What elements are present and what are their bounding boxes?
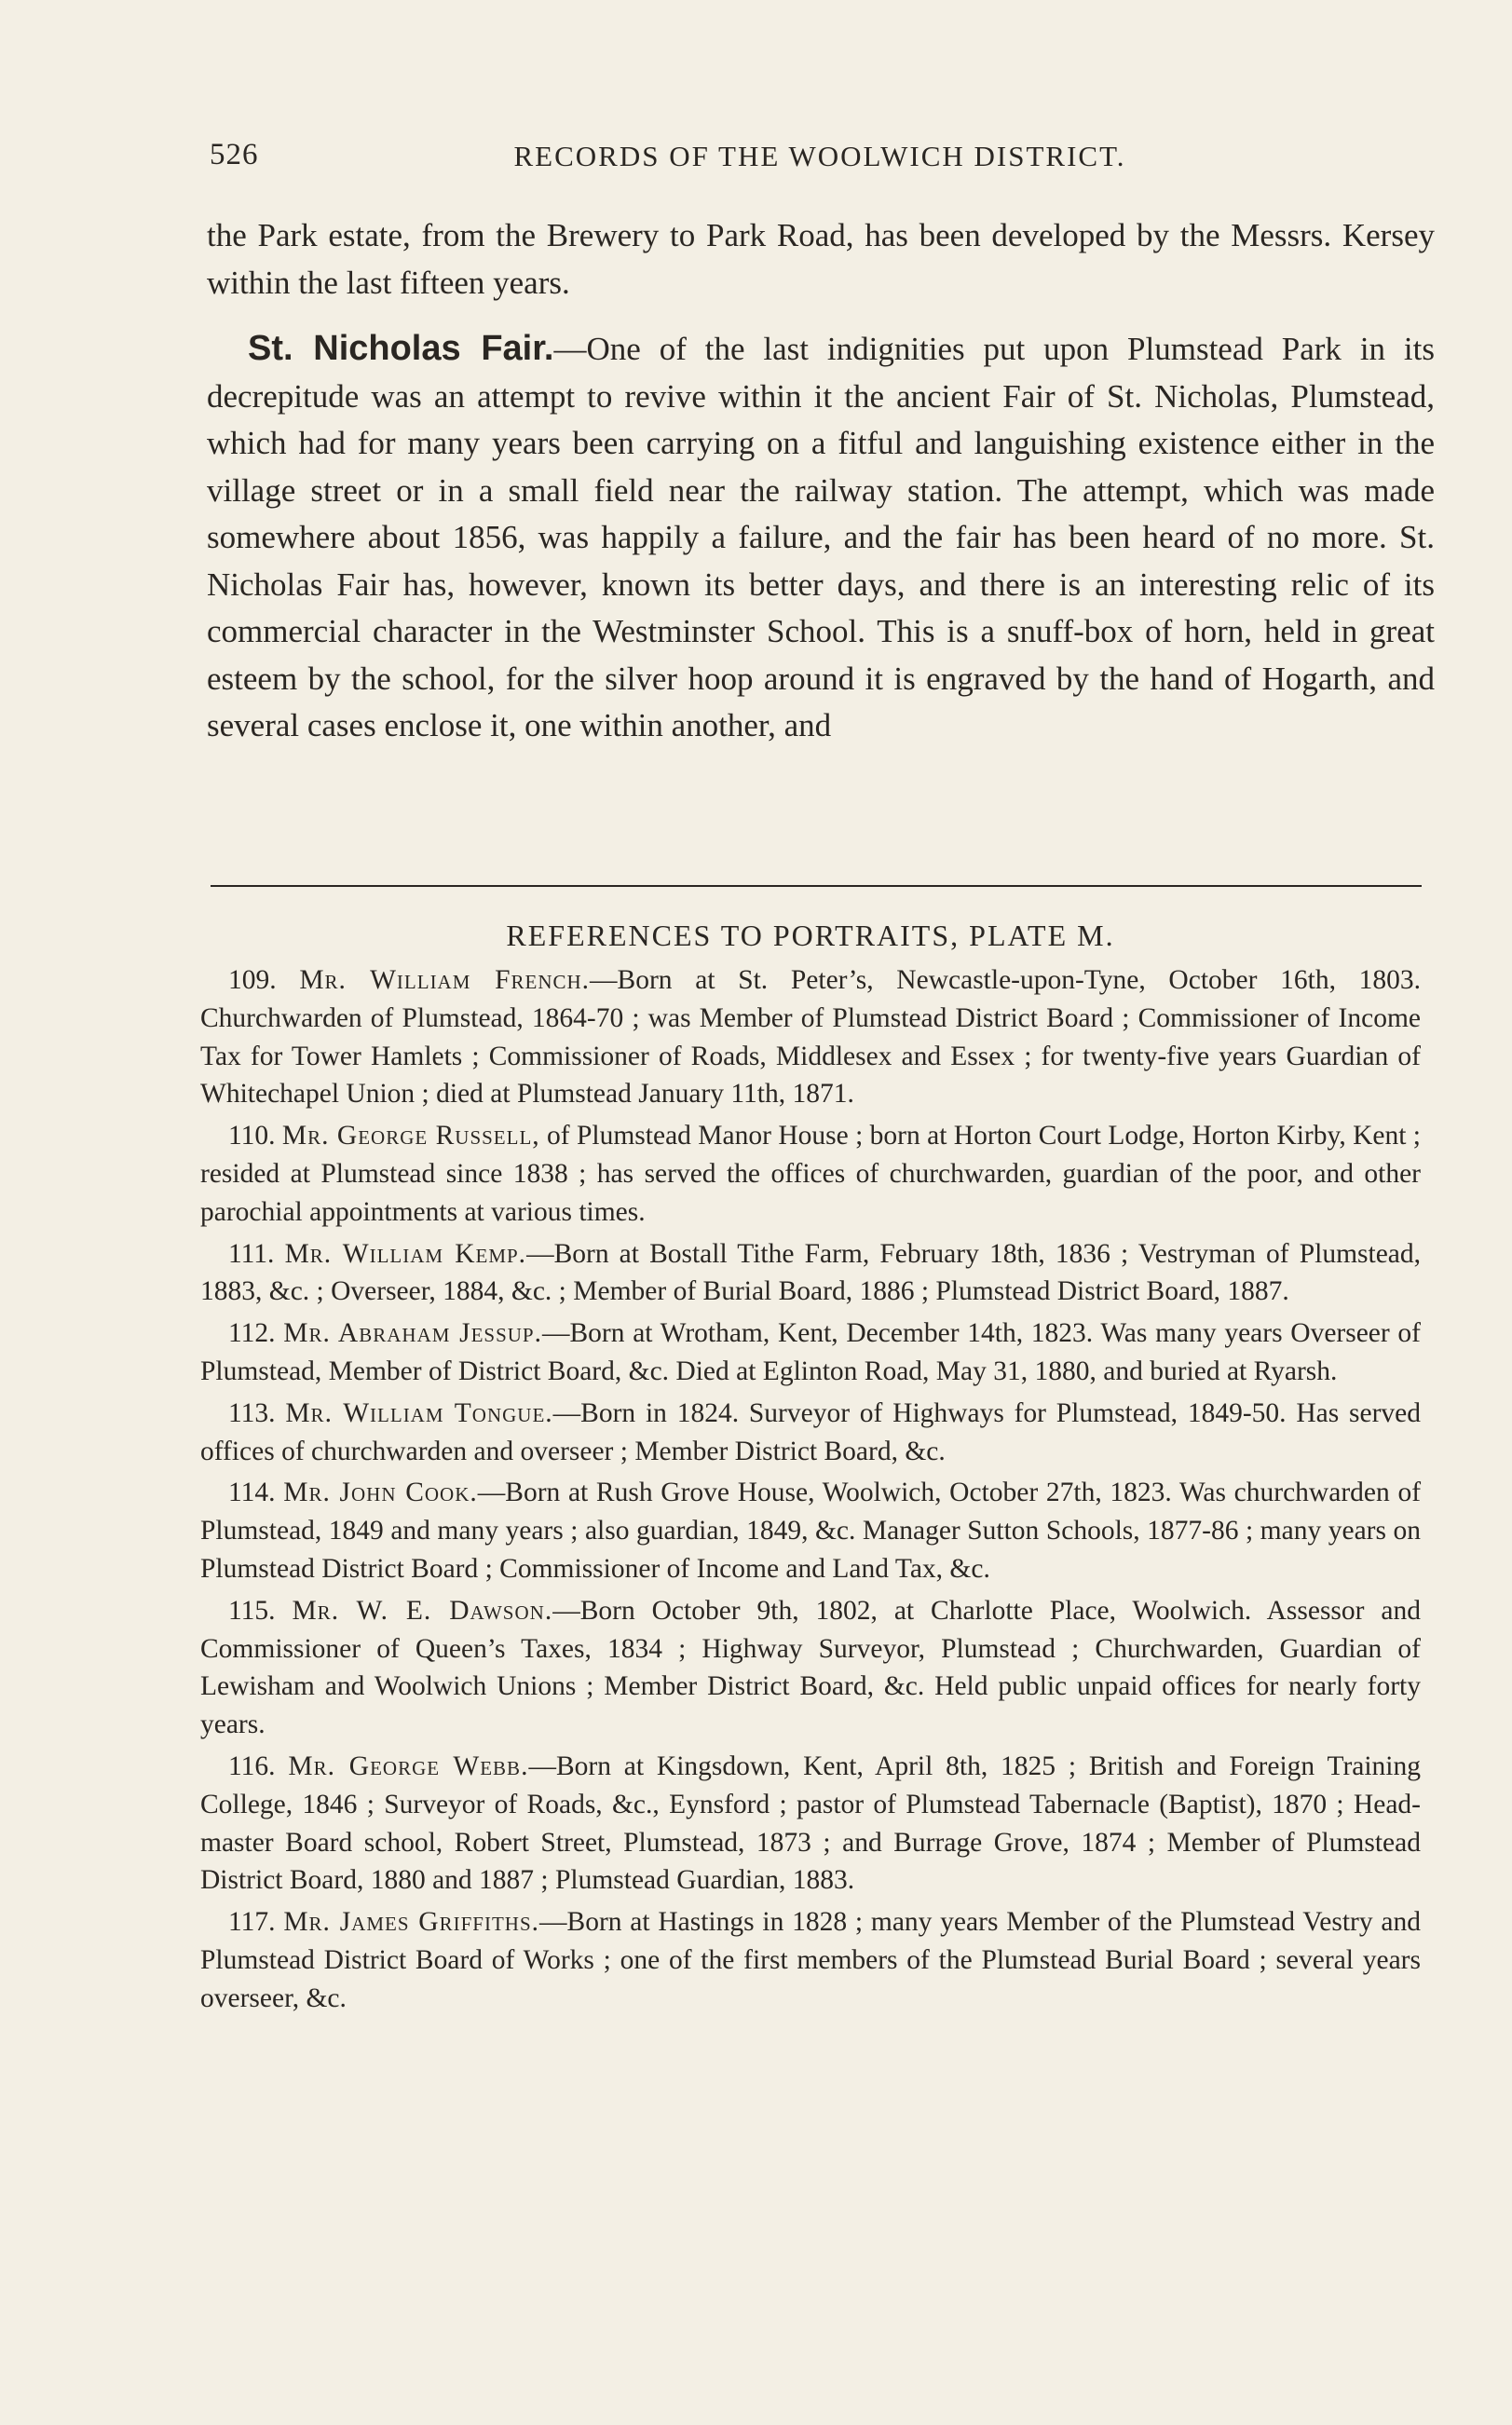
reference-entry: [200, 1903, 1421, 2017]
reference-entry: [200, 1748, 1421, 1900]
entry-name: Mr. William Tongue.: [285, 1397, 553, 1428]
reference-entry: [200, 1315, 1421, 1391]
references-heading: REFERENCES TO PORTRAITS, PLATE M.: [506, 919, 1115, 952]
entry-text: —Born at Kingsdown, Kent, April 8th, 1825 ; British and Foreign Training College, 1846 ; Surveyor of Roads, &c., Eynsford ; pastor of Plumstead Tabernacle (Baptist), 1870 ; Head-master Board school, Robert Street, Plumstead, 1873 ; and Burrage Grove, 1874 ; Member of Plumstead District Board, 1880 and 1887 ; Plumstead Guardian, 1883.: [200, 1751, 1422, 1896]
entry-number: 113.: [228, 1397, 276, 1428]
entry-text: —Born at Wrotham, Kent, December 14th, 1823. Was many years Overseer of Plumstead, Member of District Board, &c. Died at Eglinton Road, May 31, 1880, and buried at Ryarsh.: [200, 1318, 1422, 1386]
entry-name: Mr. John Cook.: [283, 1478, 478, 1508]
reference-entry: [200, 1117, 1421, 1231]
entry-name: Mr. George Russell,: [281, 1121, 540, 1151]
entry-number: 115.: [228, 1595, 276, 1626]
paragraph-text: —One of the last indignities put upon Plumstead Park in its decrepitude was an attempt to revive within it the ancient Fair of St. Nicholas, Plumstead, which had for many years been carrying on a fitful and languishing existence either in the village street or in a small field near the railway station. The attempt, which was made somewhere about 1856, was happily a failure, and the fair has been heard of no more. St. Nicholas Fair has, however, known its better days, and there is an interesting relic of its commercial character in the Westminster School. This is a snuff-box of horn, held in great esteem by the school, for the silver hoop around it is engraved by the hand of Hogarth, and several cases enclose it, one within another, and: [207, 331, 1435, 743]
entry-name: Mr. William French.: [299, 965, 591, 995]
entry-name: Mr. Abraham Jessup.: [283, 1318, 542, 1349]
running-title: RECORDS OF THE WOOLWICH DISTRICT.: [513, 140, 1126, 172]
entry-number: 110.: [228, 1121, 276, 1151]
entry-text: of Plumstead Manor House ; born at Horton Court Lodge, Horton Kirby, Kent ; resided at Plumstead since 1838 ; has served the offices of churchwarden, guardian of the poor, and other parochial appointments at various times.: [200, 1121, 1421, 1227]
reference-entry: [200, 961, 1421, 1113]
entry-name: Mr. W. E. Dawson.: [292, 1595, 553, 1626]
main-text: [207, 212, 1435, 750]
page-header: [210, 138, 1430, 179]
entry-name: Mr. James Griffiths.: [283, 1907, 540, 1938]
reference-entry: [200, 1474, 1421, 1587]
entry-text: —Born at Rush Grove House, Woolwich, October 27th, 1823. Was churchwarden of Plumstead, 1849 and many years ; also guardian, 1849, &c. Manager Sutton Schools, 1877-86 ; many years on Plumstead District Board ; Commissioner of Income and Land Tax, &c.: [200, 1478, 1422, 1584]
references-section: [200, 915, 1421, 2022]
entry-text: —Born at Bostall Tithe Farm, February 18th, 1836 ; Vestryman of Plumstead, 1883, &c. ; Overseer, 1884, &c. ; Member of Burial Board, 1886 ; Plumstead District Board, 1887.: [200, 1238, 1422, 1307]
entry-number: 114.: [228, 1478, 276, 1508]
entry-text: —Born in 1824. Surveyor of Highways for Plumstead, 1849-50. Has served offices of churchwarden and overseer ; Member District Board, &c.: [200, 1397, 1422, 1466]
paragraph-continuation: the Park estate, from the Brewery to Park Road, has been developed by the Messrs. Kersey within the last fifteen years.: [207, 217, 1435, 301]
reference-entry: [200, 1235, 1421, 1312]
entry-number: 116.: [228, 1751, 276, 1781]
section-heading: St. Nicholas Fair.: [248, 329, 554, 368]
page-number: 526: [210, 138, 259, 171]
reference-entry: [200, 1592, 1421, 1744]
reference-entry: [200, 1395, 1421, 1471]
entry-number: 109.: [228, 965, 277, 995]
section-divider: [211, 885, 1422, 887]
entry-number: 117.: [228, 1907, 276, 1938]
entry-text: —Born October 9th, 1802, at Charlotte Place, Woolwich. Assessor and Commissioner of Queen’s Taxes, 1834 ; Highway Surveyor, Plumstead ; Churchwarden, Guardian of Lewisham and Woolwich Unions ; Member District Board, &c. Held public unpaid offices for nearly forty years.: [200, 1595, 1421, 1740]
entry-text: —Born at St. Peter’s, Newcastle-upon-Tyne, October 16th, 1803. Churchwarden of Plumstead, 1864-70 ; was Member of Plumstead District Board ; Commissioner of Income Tax for Tower Hamlets ; Commissioner of Roads, Middlesex and Essex ; for twenty-five years Guardian of Whitechapel Union ; died at Plumstead January 11th, 1871.: [200, 965, 1422, 1110]
entry-name: Mr. George Webb.: [288, 1751, 529, 1781]
entry-number: 112.: [228, 1318, 276, 1349]
entry-number: 111.: [228, 1238, 275, 1269]
entry-name: Mr. William Kemp.: [284, 1238, 527, 1269]
paragraph-st-nicholas-fair: [207, 325, 1435, 750]
entry-text: —Born at Hastings in 1828 ; many years Member of the Plumstead Vestry and Plumstead District Board of Works ; one of the first members of the Plumstead Burial Board ; several years overseer, &c.: [200, 1907, 1421, 2013]
